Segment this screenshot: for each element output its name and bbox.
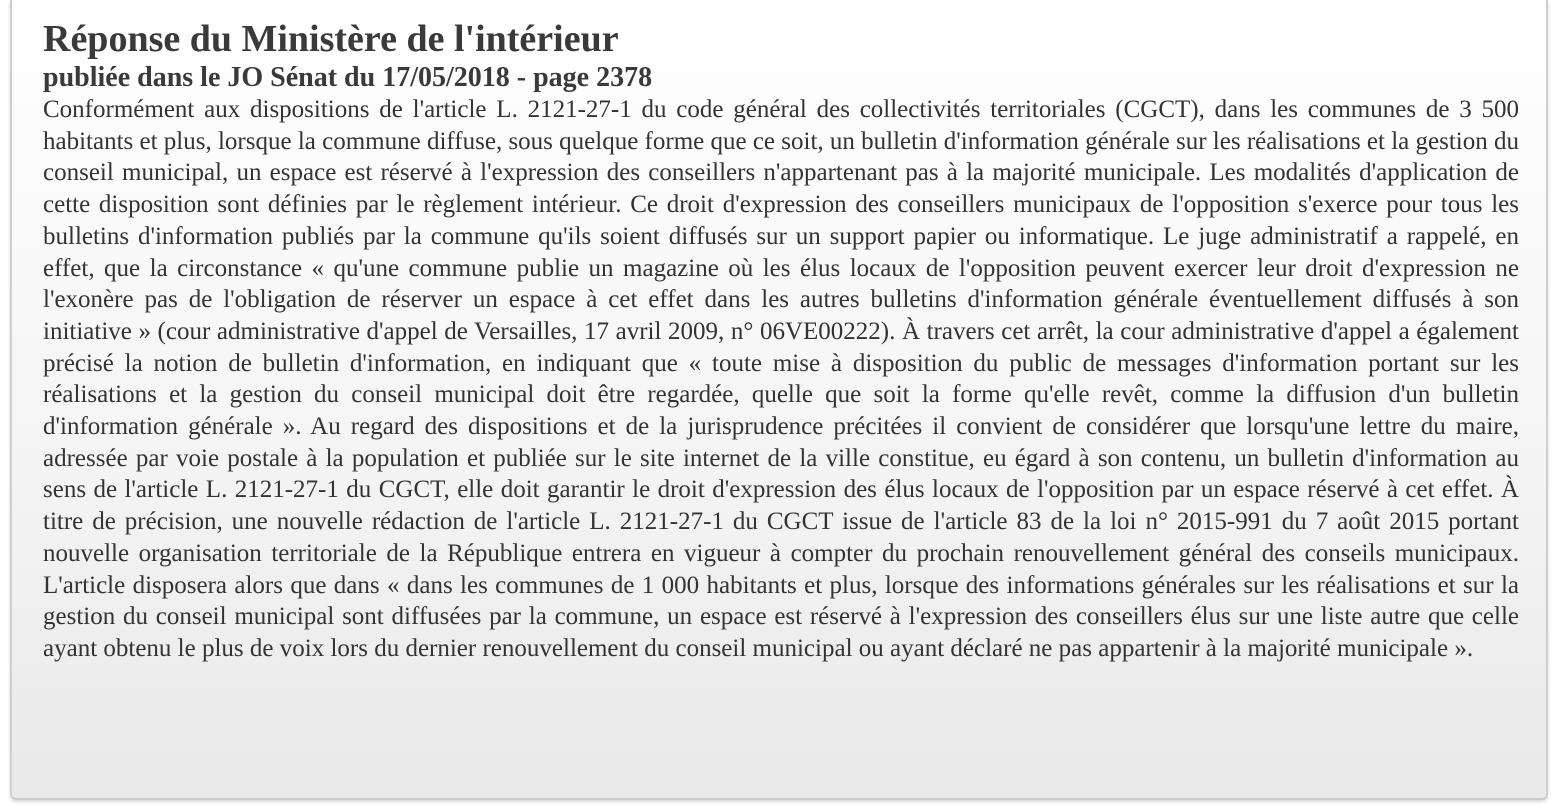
response-panel <box>10 0 1548 800</box>
publication-info: publiée dans le JO Sénat du 17/05/2018 - page 2378 <box>43 62 653 93</box>
response-content <box>43 16 1519 665</box>
response-body-text: Conformément aux dispositions de l'article L. 2121-27-1 du code général des collectivités territoriales (CGCT), dans les communes de 3 500 habitants et plus, lorsque la commune diffuse, sous quelque forme que ce soit, un bulletin d'information générale sur les réalisations et la gestion du conseil municipal, un espace est réservé à l'expression des conseillers n'appartenant pas à la majorité municipale. Les modalités d'application de cette disposition sont définies par le règlement intérieur. Ce droit d'expression des conseillers municipaux de l'opposition s'exerce pour tous les bulletins d'information publiés par la commune qu'ils soient diffusés sur un support papier ou informatique. Le juge administratif a rappelé, en effet, que la circonstance « qu'une commune publie un magazine où les élus locaux de l'opposition peuvent exercer leur droit d'expression ne l'exonère pas de l'obligation de réserver un espace à cet effet dans les autres bulletins d'information générale éventuellement diffusés à son initiative » (cour administrative d'appel de Versailles, 17 avril 2009, n° 06VE00222). À travers cet arrêt, la cour administrative d'appel a également précisé la notion de bulletin d'information, en indiquant que « toute mise à disposition du public de messages d'information portant sur les réalisations et la gestion du conseil municipal doit être regardée, quelle que soit la forme qu'elle revêt, comme la diffusion d'un bulletin d'information générale ». Au regard des dispositions et de la jurisprudence précitées il convient de considérer que lorsqu'une lettre du maire, adressée par voie postale à la population et publiée sur le site internet de la ville constitue, eu égard à son contenu, un bulletin d'information au sens de l'article L. 2121-27-1 du CGCT, elle doit garantir le droit d'expression des élus locaux de l'opposition par un espace réservé à cet effet. À titre de précision, une nouvelle rédaction de l'article L. 2121-27-1 du CGCT issue de l'article 83 de la loi n° 2015-991 du 7 août 2015 portant nouvelle organisation territoriale de la République entrera en vigueur à compter du prochain renouvellement général des conseils municipaux. L'article disposera alors que dans « dans les communes de 1 000 habitants et plus, lorsque des informations générales sur les réalisations et sur la gestion du conseil municipal sont diffusées par la commune, un espace est réservé à l'expression des conseillers élus sur une liste autre que celle ayant obtenu le plus de voix lors du dernier renouvellement du conseil municipal ou ayant déclaré ne pas appartenir à la majorité municipale ». <box>43 96 1519 662</box>
response-title: Réponse du Ministère de l'intérieur <box>43 18 619 60</box>
